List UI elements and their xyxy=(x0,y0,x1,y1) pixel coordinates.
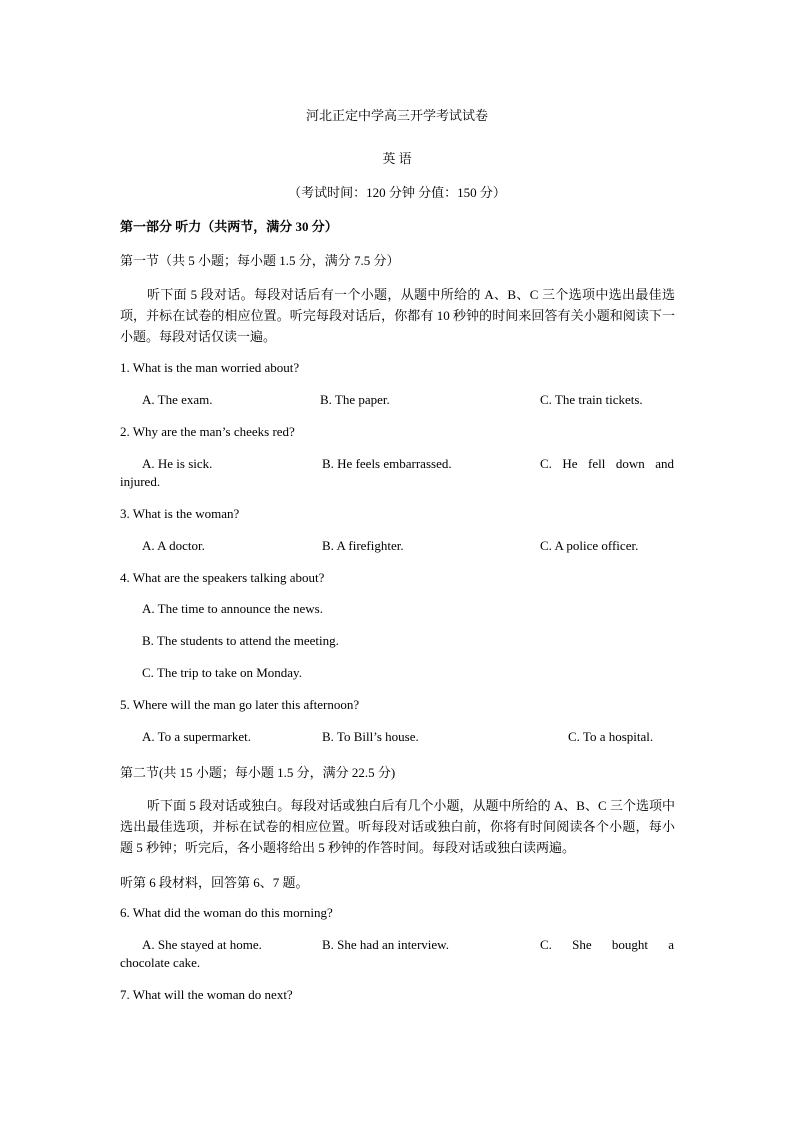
question-1-option-a[interactable]: A. The exam. xyxy=(142,392,213,407)
question-2-option-c-word: He xyxy=(562,456,578,471)
question-3-option-c[interactable]: C. A police officer. xyxy=(540,538,639,553)
exam-info: （考试时间：120 分钟 分值：150 分） xyxy=(288,185,506,200)
section2-instructions: 听下面 5 段对话或独白。每段对话或独白后有几个小题，从题中所给的 A、B、C 三个选项中选出最佳选项，并标在试卷的相应位置。听每段对话或独白前，你将有时间阅读各个小题，每小题 5 秒钟；听完后，各小题将给出 5 秒钟的作答时间。每段对话或独白读两遍。 xyxy=(120,798,675,855)
question-2-option-c-word: down xyxy=(615,456,645,471)
question-6-option-c-continued: chocolate cake. xyxy=(120,955,201,970)
question-6-stem: 6. What did the woman do this morning? xyxy=(120,905,333,920)
question-4-option-c[interactable]: C. The trip to take on Monday. xyxy=(142,665,302,680)
question-5-option-a[interactable]: A. To a supermarket. xyxy=(142,729,251,744)
question-1-option-b[interactable]: B. The paper. xyxy=(320,392,390,407)
question-6-option-c-word: bought xyxy=(611,937,648,952)
question-6-option-c-word: She xyxy=(572,937,592,952)
question-2-option-b[interactable]: B. He feels embarrassed. xyxy=(322,456,452,471)
question-3-stem: 3. What is the woman? xyxy=(120,506,240,521)
section2-heading: 第二节(共 15 小题；每小题 1.5 分，满分 22.5 分) xyxy=(120,765,396,780)
question-7-stem: 7. What will the woman do next? xyxy=(120,987,293,1002)
question-1-option-c[interactable]: C. The train tickets. xyxy=(540,392,643,407)
exam-title: 河北正定中学高三开学考试试卷 xyxy=(305,108,488,123)
question-6-option-c[interactable] xyxy=(540,937,674,953)
section1-heading: 第一节（共 5 小题；每小题 1.5 分，满分 7.5 分） xyxy=(120,253,400,268)
question-5-option-c[interactable]: C. To a hospital. xyxy=(568,729,654,744)
part1-heading: 第一部分 听力（共两节，满分 30 分） xyxy=(120,219,338,234)
question-4-stem: 4. What are the speakers talking about? xyxy=(120,570,325,585)
question-5-stem: 5. Where will the man go later this afternoon? xyxy=(120,697,360,712)
question-5-option-b[interactable]: B. To Bill’s house. xyxy=(322,729,419,744)
question-2-option-c-word: C. xyxy=(540,456,552,471)
question-2-option-a[interactable]: A. He is sick. xyxy=(142,456,213,471)
subject-title: 英 语 xyxy=(382,151,412,166)
question-1-stem: 1. What is the man worried about? xyxy=(120,360,300,375)
question-3-option-a[interactable]: A. A doctor. xyxy=(142,538,205,553)
question-6-option-b[interactable]: B. She had an interview. xyxy=(322,937,449,952)
question-2-option-c-continued: injured. xyxy=(120,474,161,489)
question-2-option-c-word: and xyxy=(655,456,674,471)
question-2-option-c-word: fell xyxy=(588,456,606,471)
material-note: 听第 6 段材料，回答第 6、7 题。 xyxy=(120,875,309,890)
section1-instructions: 听下面 5 段对话。每段对话后有一个小题，从题中所给的 A、B、C 三个选项中选出最佳选项，并标在试卷的相应位置。听完每段对话后，你都有 10 秒钟的时间来回答有关小题和阅读下一小题。每段对话仅读一遍。 xyxy=(120,287,675,344)
question-4-option-a[interactable]: A. The time to announce the news. xyxy=(142,601,323,616)
question-6-option-c-word: C. xyxy=(540,937,552,952)
question-4-option-b[interactable]: B. The students to attend the meeting. xyxy=(142,633,339,648)
question-3-option-b[interactable]: B. A firefighter. xyxy=(322,538,404,553)
question-6-option-a[interactable]: A. She stayed at home. xyxy=(142,937,262,952)
question-2-option-c[interactable] xyxy=(540,456,674,472)
question-2-stem: 2. Why are the man’s cheeks red? xyxy=(120,424,295,439)
question-6-option-c-word: a xyxy=(668,937,674,952)
